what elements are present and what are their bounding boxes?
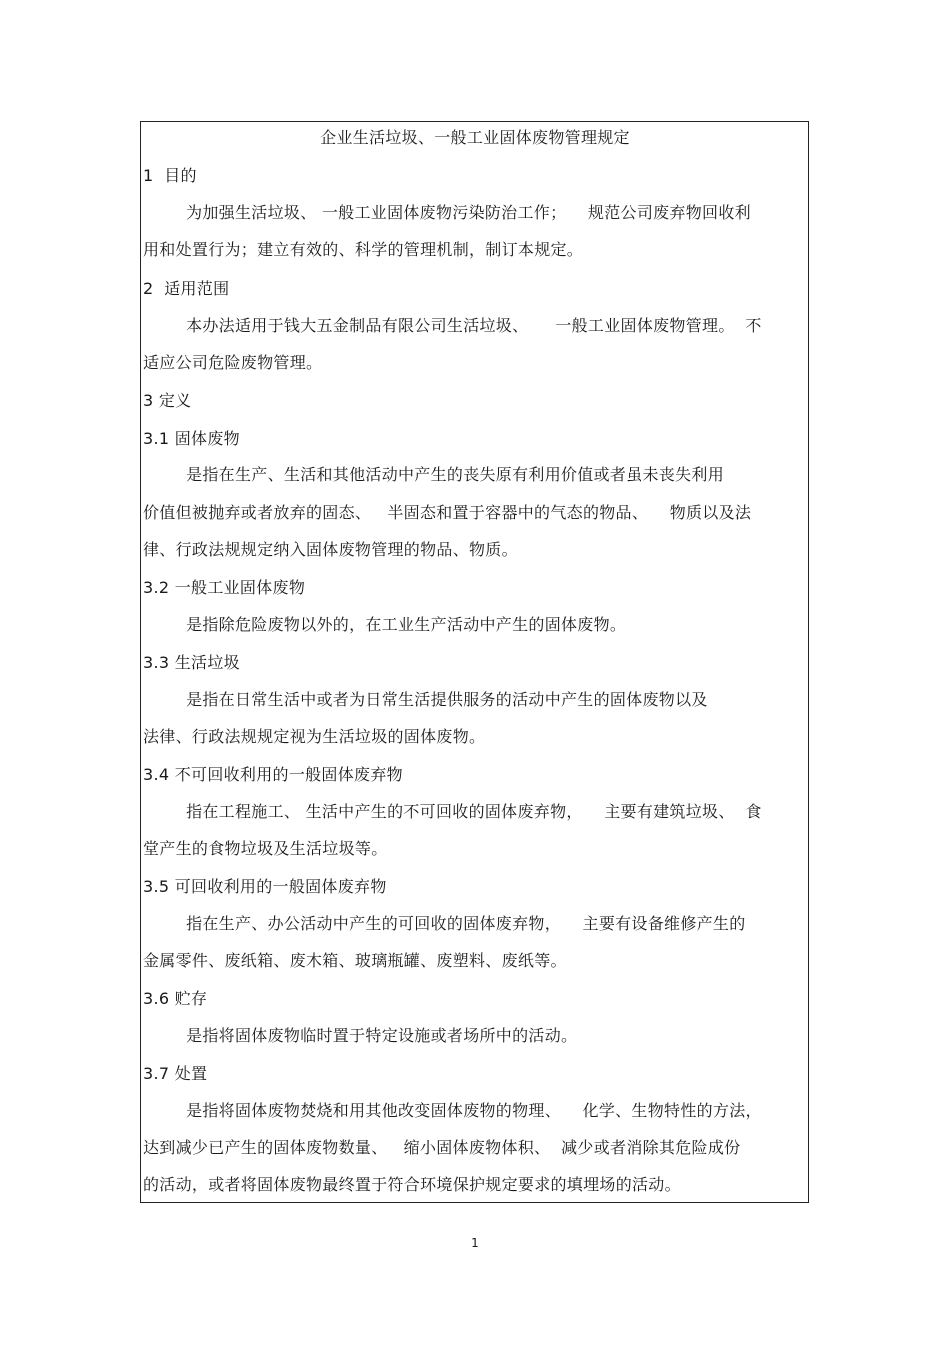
paragraph-line: 是指将固体废物焚烧和用其他改变固体废物的物理、 化学、生物特性的方法， xyxy=(143,1101,762,1120)
paragraph-line: 金属零件、废纸箱、废木箱、玻璃瓶罐、废塑料、废纸等。 xyxy=(143,951,567,970)
section-heading-purpose: 1 目的 xyxy=(143,166,197,185)
paragraph-line: 适应公司危险废物管理。 xyxy=(143,353,323,372)
subsection-heading: 3.1 固体废物 xyxy=(143,429,240,448)
paragraph-line: 是指将固体废物临时置于特定设施或者场所中的活动。 xyxy=(143,1026,578,1045)
section-heading-scope: 2 适用范围 xyxy=(143,279,230,298)
paragraph-line: 是指在生产、生活和其他活动中产生的丧失原有利用价值或者虽未丧失利用 xyxy=(143,465,724,484)
paragraph-line: 价值但被抛弃或者放弃的固态、 半固态和置于容器中的气态的物品、 物质以及法 xyxy=(143,503,752,522)
subsection-heading: 3.2 一般工业固体废物 xyxy=(143,578,306,597)
paragraph-line: 指在工程施工、 生活中产生的不可回收的固体废弃物， 主要有建筑垃圾、 食 xyxy=(143,802,762,821)
paragraph-line: 达到减少已产生的固体废物数量、 缩小固体废物体积、 减少或者消除其危险成份 xyxy=(143,1138,741,1157)
subsection-heading: 3.7 处置 xyxy=(143,1064,208,1083)
subsection-heading: 3.6 贮存 xyxy=(143,989,208,1008)
paragraph-line: 律、行政法规规定纳入固体废物管理的物品、物质。 xyxy=(143,540,518,559)
subsection-heading: 3.3 生活垃圾 xyxy=(143,653,240,672)
paragraph-line: 的活动，或者将固体废物最终置于符合环境保护规定要求的填埋场的活动。 xyxy=(143,1175,681,1194)
paragraph-line: 用和处置行为；建立有效的、科学的管理机制，制订本规定。 xyxy=(143,240,584,259)
paragraph-line: 法律、行政法规规定视为生活垃圾的固体废物。 xyxy=(143,727,486,746)
paragraph-line: 堂产生的食物垃圾及生活垃圾等。 xyxy=(143,839,388,858)
subsection-heading: 3.4 不可回收利用的一般固体废弃物 xyxy=(143,765,403,784)
page-number: 1 xyxy=(471,1236,479,1250)
subsection-heading: 3.5 可回收利用的一般固体废弃物 xyxy=(143,877,387,896)
paragraph-line: 指在生产、办公活动中产生的可回收的固体废弃物， 主要有设备维修产生的 xyxy=(143,914,746,933)
paragraph-line: 是指在日常生活中或者为日常生活提供服务的活动中产生的固体废物以及 xyxy=(143,690,708,709)
paragraph-line: 是指除危险废物以外的，在工业生产活动中产生的固体废物。 xyxy=(143,615,627,634)
paragraph-line: 本办法适用于钱大五金制品有限公司生活垃圾、 一般工业固体废物管理。 不 xyxy=(143,316,762,335)
paragraph-line: 为加强生活垃圾、 一般工业固体废物污染防治工作； 规范公司废弃物回收利 xyxy=(143,203,751,222)
document-title: 企业生活垃圾、一般工业固体废物管理规定 xyxy=(320,128,630,147)
section-heading-definitions: 3 定义 xyxy=(143,391,192,410)
